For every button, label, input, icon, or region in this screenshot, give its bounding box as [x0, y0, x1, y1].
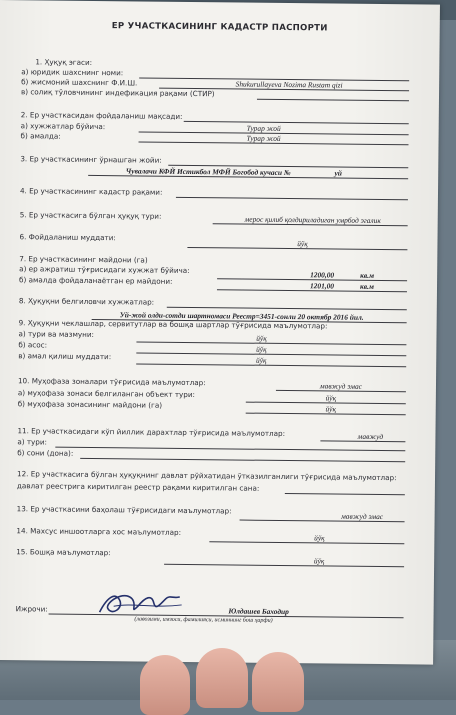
- s15-heading: 15. Бошқа маълумотлар:: [16, 547, 111, 558]
- s13-value: мавжуд эмас: [341, 511, 384, 522]
- s5-value: мерос қилиб қолдириладиган умрбод эгалик: [244, 214, 381, 225]
- s8-heading: 8. Ҳуқуқни белгиловчи хужжатлар:: [18, 296, 155, 307]
- s11-a-label: а) тури:: [17, 437, 48, 447]
- s6-heading: 6. Фойдаланиш муддати:: [19, 232, 116, 243]
- s9-c-value: йўқ: [255, 355, 267, 365]
- s7-heading: 7. Ер участкасининг майдони (га): [19, 254, 148, 265]
- s4-line: [176, 197, 408, 200]
- s9-a-label: а) тури ва мазмуни:: [18, 329, 95, 340]
- s10-line: [276, 390, 406, 392]
- s1-heading: 1. Ҳуқуқ эгаси:: [35, 57, 93, 67]
- s9-c-label: в) амал қилиш муддати:: [18, 351, 112, 362]
- s11-b-label: б) сони (дона):: [17, 448, 74, 458]
- s6-line: [187, 247, 407, 250]
- s11-line: [320, 440, 405, 442]
- s12-heading: 12. Ер участкасига бўлган ҳуқуқнинг давлат рўйхатидан ўтказилганлиги тўғрисида маълумотлар:: [16, 469, 397, 483]
- s9-a-value: йўқ: [256, 333, 267, 343]
- s7-a-unit: кв.м: [360, 270, 375, 280]
- s11-a-line: [55, 447, 405, 452]
- s11-heading: 11. Ер участкасидаги кўп йиллик дарахтлар тўғрисида маълумотлар:: [17, 426, 286, 439]
- s9-b-label: б) асос:: [18, 340, 48, 350]
- executor-name: Юлдашев Баходир: [228, 606, 289, 617]
- s7-b-value: 1201,00: [309, 281, 335, 291]
- executor-label: Ижрочи:: [15, 604, 48, 614]
- s2-b-value: Турар жой: [246, 133, 281, 143]
- s5-heading: 5. Ер участкасига бўлган ҳуқуқ тури:: [19, 210, 162, 221]
- s10-a-value: йўқ: [325, 393, 337, 403]
- s14-heading: 14. Махсус иншоотларга хос маълумотлар:: [16, 526, 182, 537]
- s10-b-value: йўқ: [325, 404, 337, 414]
- s10-value: мавжуд эмас: [319, 381, 363, 391]
- s14-line: [209, 541, 404, 544]
- s13-heading: 13. Ер участкасини баҳолаш тўғрисидаги маълумотлар:: [16, 504, 232, 516]
- s12-line2: давлат реестрига киритилган реестр рақами киритилган сана:: [16, 481, 260, 493]
- s7-b-label: б) амалда фойдаланаётган ер майдони:: [19, 275, 173, 286]
- executor-caption: (лавозими, имзоси, фамилияси, исминнинг бош ҳарфи): [134, 616, 273, 624]
- s8-value: Уй-жой олди-сотди шартномаси Реестр=3451-сонли 20 октябр 2016 йил.: [119, 310, 364, 322]
- s4-heading: 4. Ер участкасининг кадастр рақами:: [19, 186, 163, 197]
- s3-heading: 3. Ер участкасининг ўрнашган жойи:: [20, 154, 162, 165]
- s2-a-label: а) хужжатлар бўйича:: [20, 121, 106, 132]
- s11-value: мавжуд: [357, 431, 384, 442]
- s1-c-label: в) солиқ тўловчининг индефикация рақами (СТИР): [20, 87, 215, 99]
- s9-b-value: йўқ: [256, 344, 267, 354]
- s10-b-line: [246, 413, 406, 416]
- s8-heading-line: [167, 307, 407, 311]
- s10-b-label: б) муҳофаза зонасининг майдони (га): [17, 399, 163, 410]
- s2-b-line: [139, 141, 409, 145]
- s7-b-unit: кв.м: [359, 281, 375, 291]
- s15-line: [164, 564, 404, 568]
- s11-b-line: [80, 458, 405, 462]
- s7-a-label: а) ер ажратиш тўғрисидаги хужжат бўйича:: [19, 264, 190, 276]
- finger-3: [252, 652, 304, 712]
- s1-a-label: а) юридик шахснинг номи:: [21, 67, 124, 78]
- s3-value: Чувалачи КФЙ Истикбол МФЙ Богобод кучаси №: [125, 166, 291, 178]
- s6-value: йўқ: [297, 239, 308, 249]
- s2-b-label: б) амалда:: [20, 131, 61, 141]
- s2-heading: 2. Ер участкасидан фойдаланиш мақсади:: [20, 110, 183, 121]
- s7-a-value: 1200,00: [310, 270, 335, 280]
- finger-2: [196, 648, 248, 708]
- s10-heading: 10. Муҳофаза зоналари тўғрисида маълумотлар:: [17, 376, 206, 388]
- s1-b-value: Shukurullayeva Nozima Rustam qizi: [235, 79, 343, 90]
- s1-b-label: б) жисмоний шахснинг Ф.И.Ш.: [21, 77, 138, 88]
- s12-line: [285, 493, 405, 495]
- s9-c-line: [136, 363, 406, 367]
- s9-heading: 9. Ҳуқуқни чеклашлар, сервитутлар ва бошқа шартлар тўғрисида маълумотлар:: [18, 318, 328, 331]
- s14-value: йўқ: [314, 533, 325, 543]
- s2-a-value: Турар жой: [246, 123, 281, 133]
- document-title: ЕР УЧАСТКАСИНИНГ КАДАСТР ПАСПОРТИ: [111, 21, 328, 34]
- s3-value-end: уй: [334, 168, 342, 178]
- s1-c-line: [257, 99, 409, 102]
- s10-a-label: а) муҳофаза зонаси белгиланган объект тури:: [17, 388, 196, 400]
- s15-value: йўқ: [313, 556, 325, 566]
- finger-1: [140, 655, 190, 715]
